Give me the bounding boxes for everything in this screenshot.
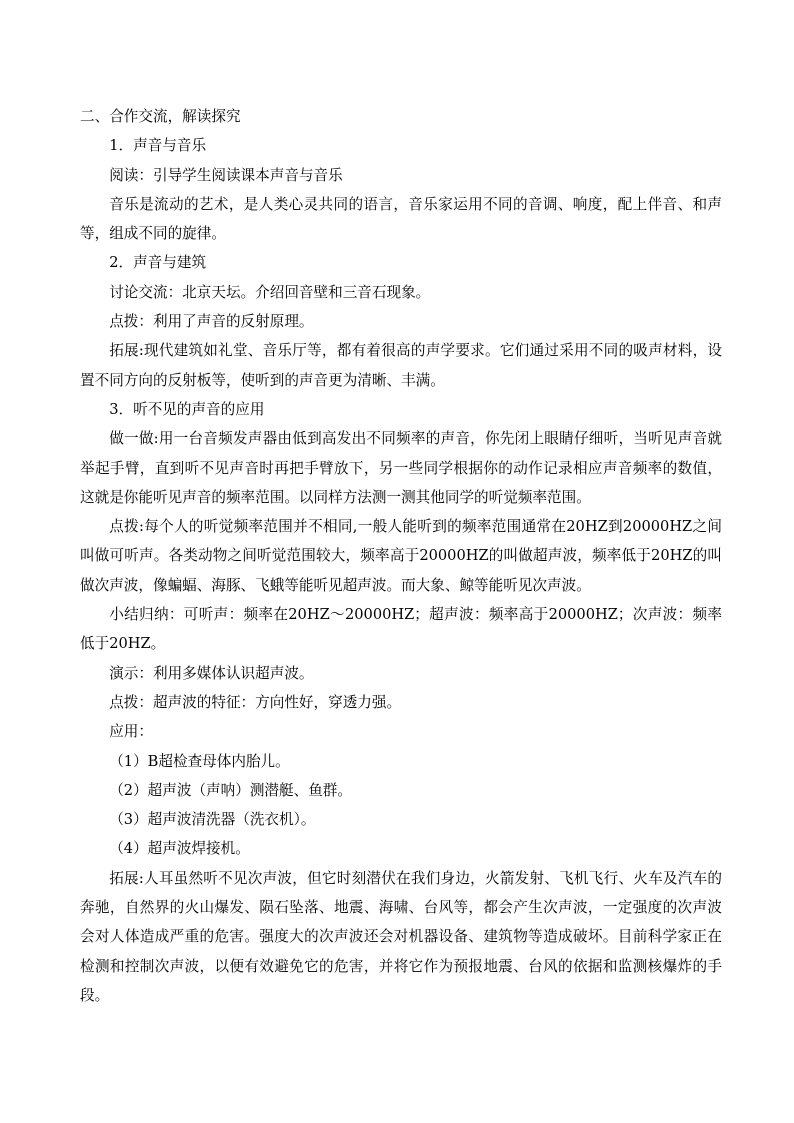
reading-paragraph: 阅读：引导学生阅读课本声音与音乐 xyxy=(109,166,343,184)
subsection-heading-music: 1．声音与音乐 xyxy=(109,137,207,155)
summary-paragraph: 小结归纳：可听声：频率在20HZ～20000HZ；超声波：频率高于20000HZ；次声波：频率低于20HZ。 xyxy=(80,606,722,653)
application-item: （3）超声波清洗器（洗衣机）。 xyxy=(109,811,316,829)
demo-paragraph: 演示：利用多媒体认识超声波。 xyxy=(109,664,314,682)
application-item: （2）超声波（声呐）测潜艇、鱼群。 xyxy=(109,781,352,799)
extension-infrasound-paragraph: 拓展:人耳虽然听不见次声波，但它时刻潜伏在我们身边，火箭发射、飞机飞行、火车及汽车的奔驰，自然界的火山爆发、陨石坠落、地震、海啸、台风等，都会产生次声波，一定强度的次声波会对人体造成严重的危害。强度大的次声波还会对机器设备、建筑物等造成破坏。目前科学家正在检测和控制次声波，以便有效避免它的危害，并将它作为预报地震、台风的依据和监测核爆炸的手段。 xyxy=(80,869,722,1004)
hearing-range-paragraph: 点拨:每个人的听觉频率范围并不相同,一般人能听到的频率范围通常在20HZ到20000HZ之间叫做可听声。各类动物之间听觉范围较大，频率高于20000HZ的叫做超声波，频率低于20HZ的叫做次声波，像蝙蝠、海豚、飞蛾等能听见超声波。而大象、鲸等能听见次声波。 xyxy=(80,518,722,594)
subsection-heading-inaudible: 3．听不见的声音的应用 xyxy=(109,400,265,418)
section-heading: 二、合作交流，解读探究 xyxy=(80,108,241,125)
document-body xyxy=(80,102,722,1010)
application-item: （4）超声波焊接机。 xyxy=(109,840,250,858)
discussion-paragraph: 讨论交流：北京天坛。介绍回音壁和三音石现象。 xyxy=(109,283,431,301)
music-paragraph: 音乐是流动的艺术，是人类心灵共同的语言，音乐家运用不同的音调、响度，配上伴音、和声等，组成不同的旋律。 xyxy=(80,195,722,243)
ultrasound-features-paragraph: 点拨：超声波的特征：方向性好，穿透力强。 xyxy=(109,693,402,711)
applications-heading: 应用： xyxy=(109,723,153,741)
hint-paragraph: 点拨：利用了声音的反射原理。 xyxy=(109,313,314,331)
extension-architecture-paragraph: 拓展:现代建筑如礼堂、音乐厅等，都有着很高的声学要求。它们通过采用不同的吸声材料，设置不同方向的反射板等，使听到的声音更为清晰、丰满。 xyxy=(80,342,722,389)
activity-paragraph: 做一做:用一台音频发声器由低到高发出不同频率的声音，你先闭上眼睛仔细听，当听见声音就举起手臂，直到听不见声音时再把手臂放下，另一些同学根据你的动作记录相应声音频率的数值，这就是你能听见声音的频率范围。以同样方法测一测其他同学的听觉频率范围。 xyxy=(80,430,722,506)
subsection-heading-architecture: 2．声音与建筑 xyxy=(109,254,207,272)
application-item: （1）B超检查母体内胎儿。 xyxy=(109,752,290,770)
